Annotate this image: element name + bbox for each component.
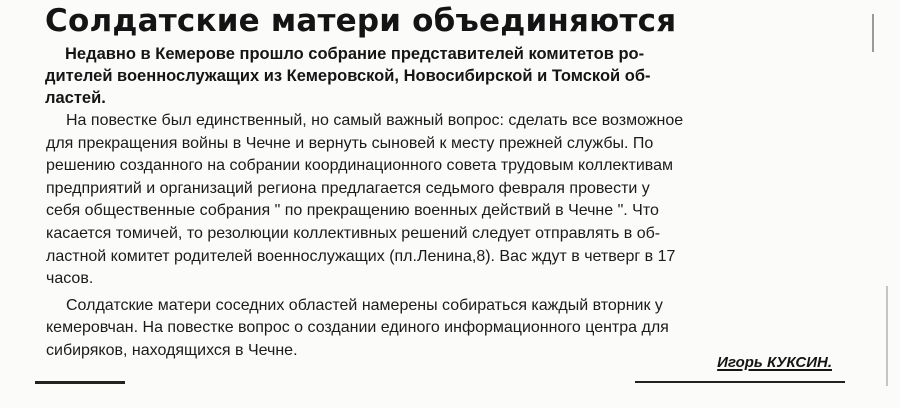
body-line: ластной комитет родителей военнослужащих (пл.Ленина,8). Вас ждут в четверг в 17 [46, 247, 676, 265]
article-lead [45, 43, 835, 109]
lead-line: Недавно в Кемерове прошло собрание представителей комитетов ро- [65, 45, 645, 63]
divider-rule-right [635, 381, 845, 383]
body-line: предприятий и организаций региона предлагается седьмого февраля провести у [46, 179, 650, 197]
body-line: часов. [46, 270, 94, 288]
body-line: сибиряков, находящихся в Чечне. [46, 341, 298, 359]
divider-rule-left [35, 381, 125, 384]
body-line: касается томичей, то резолюции коллективных решений следует отправлять в об- [46, 224, 661, 242]
body-line: Солдатские матери соседних областей намерены собираться каждый вторник у [66, 296, 663, 314]
body-line: кемеровчан. На повестке вопрос о создании единого информационного центра для [46, 319, 669, 337]
author-signature: Игорь КУКСИН. [717, 354, 832, 371]
article-body [46, 110, 846, 363]
article-headline: Солдатские матери объединяются [45, 3, 677, 39]
scan-edge-mark [872, 14, 874, 52]
body-line: для прекращения войны в Чечне и вернуть сыновей к месту прежней службы. По [46, 134, 654, 152]
body-line: себя общественные собрания " по прекращению военных действий в Чечне ". Что [46, 202, 659, 220]
scan-edge-mark [886, 286, 888, 386]
body-line: решению созданного на собрании координационного совета трудовым коллективам [46, 157, 673, 175]
body-line: На повестке был единственный, но самый важный вопрос: сделать все возможное [66, 112, 684, 129]
lead-line: дителей военнослужащих из Кемеровской, Новосибирской и Томской об- [45, 67, 651, 85]
lead-line: ластей. [45, 89, 106, 107]
